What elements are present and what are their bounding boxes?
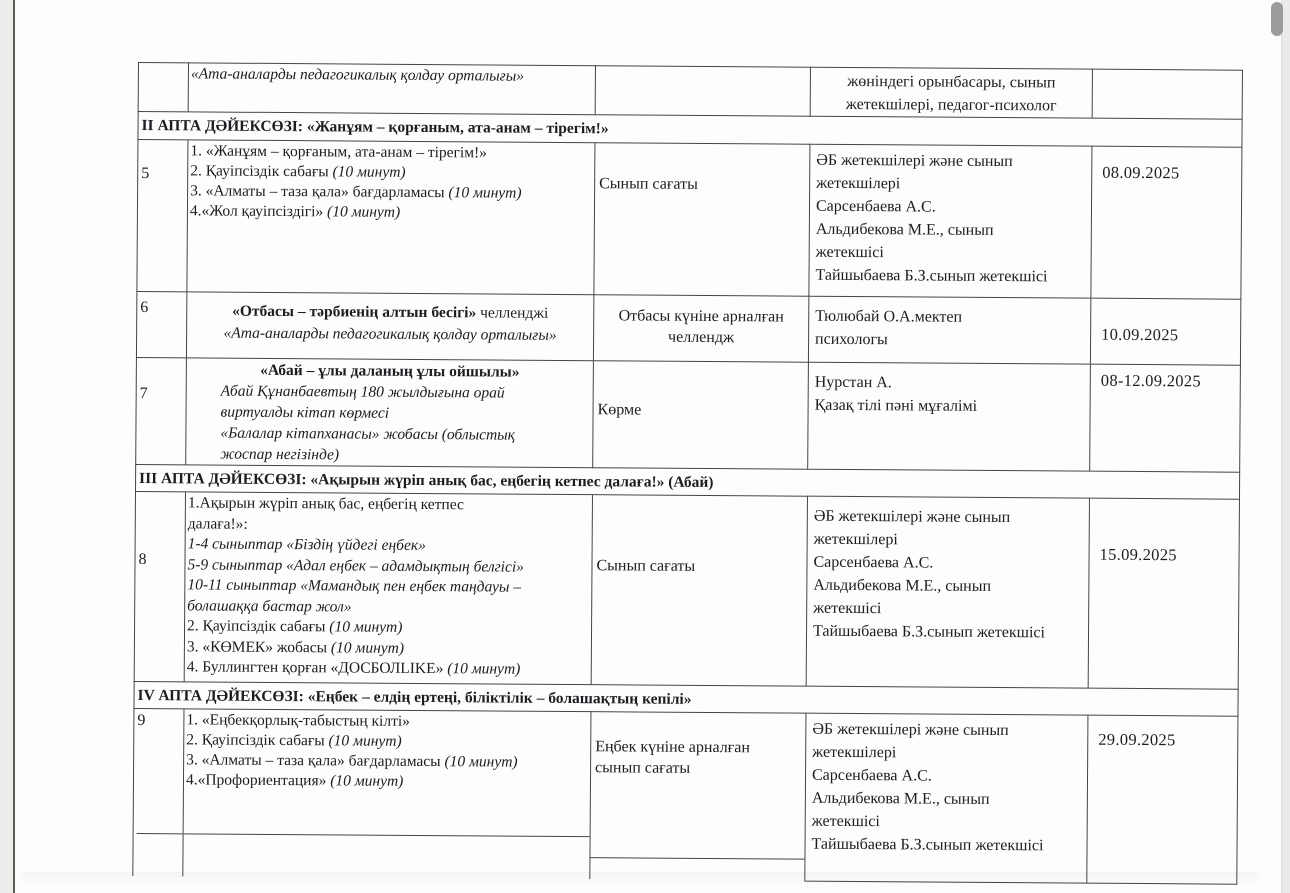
activity-cell: «Ата-аналарды педагогикалық қолдау орталығы»	[188, 63, 595, 115]
responsible-cell: Тюлюбай О.А.мектеп психологы	[808, 296, 1090, 364]
row-number: 8	[134, 491, 185, 681]
format-cell: Отбасы күніне арналған челлендж	[593, 295, 808, 362]
activity-cell: 1. «Еңбекқорлық-табыстың кілті» 2. Қауіпсіздік сабағы (10 минут) 3. «Алматы – таза қала» бағдарламасы (10 минут) 4.«Профориентация» (10 минут)	[183, 709, 591, 879]
activity-cell: «Отбасы – тәрбиенің алтын бесігі» челленджі «Ата-аналарды педагогикалық қолдау орталығы»	[186, 292, 593, 361]
format-cell: Сынып сағаты	[594, 143, 810, 296]
format-cell: Еңбек күніне арналған сынып сағаты	[590, 712, 806, 881]
row-number	[138, 63, 188, 112]
table-row	[136, 357, 1241, 472]
format-cell: Сынып сағаты	[591, 495, 807, 686]
row-number: 7	[136, 357, 187, 464]
activity-cell: 1. «Жанұям – қорғаным, ата-анам – тірегім!» 2. Қауіпсіздік сабағы (10 минут) 3. «Алматы – таза қала» бағдарламасы (10 минут) 4.«Жол қауіпсіздігі» (10 минут)	[187, 140, 595, 295]
responsible-cell: ӘБ жетекшілері және сынып жетекшілері Сарсенбаева А.С. Альдибекова М.Е., сынып жетекшісі Тайшыбаева Б.З.сынып жетекшісі	[809, 144, 1092, 298]
weekly-plan-table	[132, 62, 1243, 884]
activity-cell: «Абай – ұлы даланың ұлы ойшылы» Абай Құнанбаевтың 180 жылдығына орай виртуалды кітап көрмесі «Балалар кітапханасы» жобасы (облыстық жоспар негізінде)	[186, 358, 594, 468]
scanner-left-margin	[0, 0, 13, 893]
table-row	[138, 63, 1242, 120]
page-spine-line	[13, 0, 15, 893]
table-row	[134, 491, 1239, 689]
table-row	[137, 140, 1242, 300]
scrollbar-track[interactable]	[1281, 0, 1290, 893]
activity-cell: 1.Ақырын жүріп анық бас, еңбегің кетпес далаға!»: 1-4 сыныптар «Біздің үйдегі еңбек» 5-9 сыныптар «Адал еңбек – адамдықтың белгісі» 10-11 сыныптар «Мамандық пен еңбек таңдауы – болашаққа бастар жол» 2. Қауіпсіздік сабағы (10 минут) 3. «КӨМЕК» жобасы (10 минут) 4. Буллингтен қорған «ДОСБОЛLIKE» (10 минут)	[184, 492, 592, 685]
table-row	[133, 708, 1238, 883]
row-number: 9	[133, 708, 184, 876]
scanned-document-page	[132, 62, 1243, 884]
responsible-cell: ӘБ жетекшілері және сынып жетекшілері Сарсенбаева А.С. Альдибекова М.Е., сынып жетекшісі Тайшыбаева Б.З.сынып жетекшісі	[805, 713, 1088, 882]
responsible-cell: жөніндегі орынбасары, сынып жетекшілері, педагог-психолог	[810, 67, 1092, 118]
date-cell	[1092, 69, 1242, 119]
section-header: ІІІ АПТА ДӘЙЕКСӨЗІ: «Ақырын жүріп анық бас, еңбегің кетпес далаға!» (Абай)	[136, 464, 1240, 499]
row-number: 5	[137, 140, 188, 292]
table-row	[136, 291, 1240, 365]
date-cell: 10.09.2025	[1090, 298, 1240, 365]
format-cell	[595, 66, 810, 116]
date-cell: 08.09.2025	[1091, 146, 1242, 299]
date-cell: 15.09.2025	[1088, 498, 1239, 689]
section-header: ІV АПТА ДӘЙЕКСӨЗІ: «Еңбек – елдің ертеңі, біліктілік – болашақтың кепілі»	[134, 681, 1238, 716]
format-cell: Көрме	[593, 361, 809, 469]
row-number: 6	[136, 291, 186, 357]
date-cell: 29.09.2025	[1087, 715, 1238, 884]
date-cell: 08-12.09.2025	[1090, 364, 1241, 472]
responsible-cell: Нурстан А. Қазақ тілі пәні мұғалімі	[808, 362, 1091, 471]
scrollbar-thumb[interactable]	[1271, 2, 1283, 36]
responsible-cell: ӘБ жетекшілері және сынып жетекшілері Сарсенбаева А.С. Альдибекова М.Е., сынып жетекшісі Тайшыбаева Б.З.сынып жетекшісі	[806, 496, 1089, 688]
section-header: ІІ АПТА ДӘЙЕКСӨЗІ: «Жанұям – қорғаным, ата-анам – тірегім!»	[138, 112, 1242, 148]
